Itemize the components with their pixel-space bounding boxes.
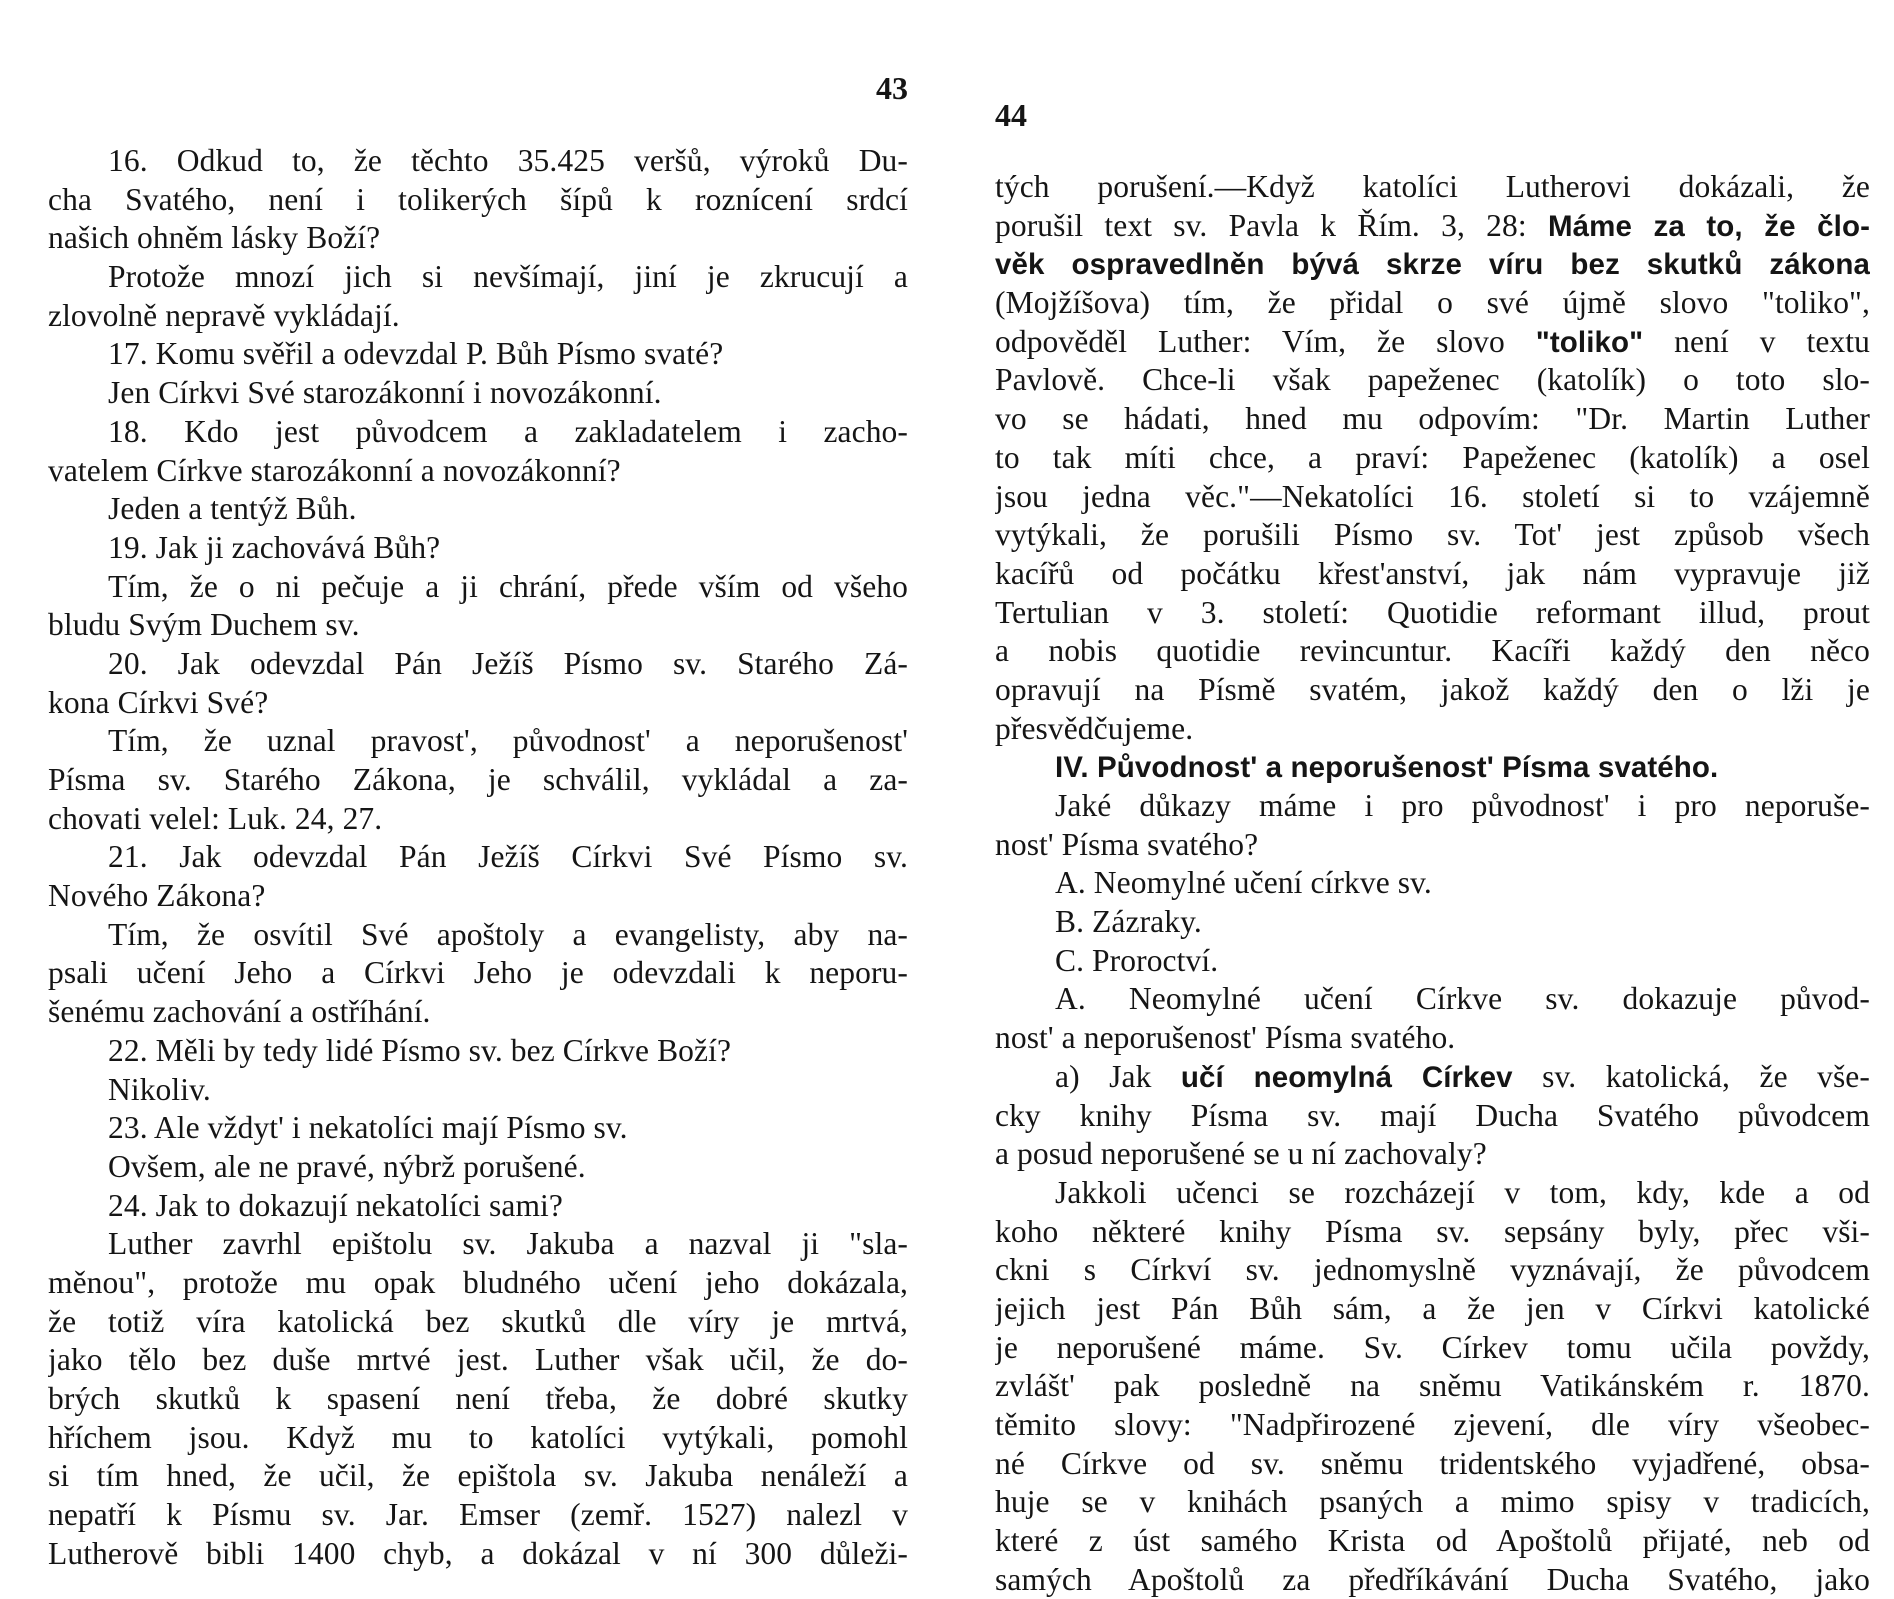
text-line [995,1406,1870,1445]
text-line [995,1445,1870,1484]
text-line [995,439,1870,478]
text-line: Luther zavrhl epištolu sv. Jakuba a nazval ji "sla- [108,1226,908,1262]
text-line: Ovšem, ale ne pravé, nýbrž porušené. [108,1148,586,1184]
text-segment: těmito slovy: "Nadpřirozené zjevení, dle víry všeobec- [995,1407,1870,1442]
text-segment: které z úst samého Krista od Apoštolů přijaté, neb od [995,1523,1870,1559]
text-line: 22. Měli by tedy lidé Písmo sv. bez Církve Boží? [108,1032,732,1068]
text-line [995,1522,1870,1561]
text-line: kona Církvi Své? [48,684,269,720]
text-line: šenému zachování a ostříhání. [48,994,431,1030]
text-line: 18. Kdo jest původcem a zakladatelem i zacho- [108,413,908,449]
text-segment: Pavlově. Chce-li však papeženec (katolík) o toto slo- [995,362,1870,398]
text-line: bludu Svým Duchem sv. [48,607,360,643]
text-line [995,323,1870,362]
text-segment: Jakkoli učenci se rozcházejí v tom, kdy, kde a od [1055,1174,1870,1210]
text-segment: huje se v knihách psaných a mimo spisy v tradicích, [995,1484,1870,1520]
left-page-number: 43 [876,70,908,106]
text-line [995,1290,1870,1329]
text-segment: opravují na Písmě svatém, jakož každý den o lži je [995,671,1870,707]
text-line [995,1135,1870,1174]
text-line [995,555,1870,594]
text-segment: odpověděl Luther: Vím, že slovo [995,323,1536,359]
text-line: Protože mnozí jich si nevšímají, jiní je zkrucují a [108,259,908,295]
text-line [995,361,1870,400]
text-line: 17. Komu svěřil a odevzdal P. Bůh Písmo svaté? [108,336,724,372]
text-line: 19. Jak ji zachovává Bůh? [108,529,441,565]
text-line [995,864,1870,903]
text-line: jako tělo bez duše mrtvé jest. Luther však učil, že do- [48,1342,908,1378]
text-line [995,942,1870,981]
right-page-number: 44 [995,97,1027,133]
text-line: hříchem jsou. Když mu to katolíci vytýkali, pomohl [48,1419,908,1455]
text-line: nepatří k Písmu sv. Jar. Emser (zemř. 1527) nalezl v [48,1497,908,1533]
text-line [995,903,1870,942]
text-line: našich ohněm lásky Boží? [48,220,381,256]
text-line: Jeden a tentýž Bůh. [108,491,357,527]
text-segment: A. Neomylné učení Církve sv. dokazuje původ- [1055,981,1870,1017]
text-line: 23. Ale vždyt' i nekatolíci mají Písmo sv. [108,1110,628,1146]
text-line [995,826,1870,865]
text-line: vatelem Církve starozákonní a novozákonní? [48,452,621,488]
text-line: Jen Církvi Své starozákonní i novozákonní. [108,375,662,411]
text-line [995,787,1870,826]
text-line: psali učení Jeho a Církvi Jeho je odevzdali k neporu- [48,955,908,991]
text-line: Lutherově bibli 1400 chyb, a dokázal v ní 300 důleži- [48,1535,908,1571]
text-line: Nového Zákona? [48,878,266,914]
bold-text-segment: "toliko" [1535,325,1644,359]
text-segment: ckni s Církví sv. jednomyslně vyznávají, že původcem [995,1252,1870,1288]
text-line [995,1174,1870,1213]
text-line [995,1058,1870,1097]
text-line: Tím, že o ni pečuje a ji chrání, přede vším od všeho [108,568,908,604]
bold-text-segment: věk ospravedlněn bývá skrze víru bez skutků zákona [995,248,1870,282]
text-segment: né Církve od sv. sněmu tridentského vyjadřené, obsa- [995,1445,1870,1481]
text-segment: B. Zázraky. [1055,904,1202,940]
text-line [995,1097,1870,1136]
text-line [995,671,1870,710]
right-page [995,0,1870,1597]
text-segment: je neporušené máme. Sv. Církev tomu učila povždy, [995,1329,1870,1365]
text-segment: zvlášt' pak posledně na sněmu Vatikánském r. 1870. [995,1368,1870,1404]
text-line [995,632,1870,671]
text-segment: kacířů od počátku křest'anství, jak nám vypravuje již [995,555,1870,591]
text-segment: jsou jedna věc."—Nekatolíci 16. století si to vzájemně [995,478,1870,514]
text-line: chovati velel: Luk. 24, 27. [48,800,383,836]
text-segment: porušil text sv. Pavla k Řím. 3, 28: [995,207,1548,243]
text-line [995,284,1870,323]
text-line [995,748,1870,787]
text-segment: (Mojžíšova) tím, že přidal o své újmě slovo "toliko", [995,285,1870,321]
text-line: zlovolně nepravě vykládají. [48,297,400,333]
text-line: měnou", protože mu opak bludného učení jeho dokázala, [48,1264,908,1300]
text-segment: nost' a neporušenost' Písma svatého. [995,1020,1456,1056]
bold-text-segment: učí neomylná Církev [1180,1060,1513,1094]
text-line [995,516,1870,555]
text-segment: není v textu [1643,323,1870,359]
text-segment: Jaké důkazy máme i pro původnost' i pro neporuše- [1055,788,1870,823]
text-line [995,1329,1870,1368]
text-line [995,710,1870,749]
bold-text-segment: IV. Původnost' a neporušenost' Písma svatého. [1055,751,1719,785]
text-line [995,594,1870,633]
text-line [995,1483,1870,1522]
text-line: cha Svatého, není i tolikerých šípů k roznícení srdcí [48,181,908,217]
text-segment: jejich jest Pán Bůh sám, a že jen v Církvi katolické [995,1290,1870,1326]
text-line: 20. Jak odevzdal Pán Ježíš Písmo sv. Starého Zá- [108,645,908,681]
text-segment: a) Jak [1055,1058,1181,1094]
text-line: Písma sv. Starého Zákona, je schválil, vykládal a za- [48,762,908,797]
text-segment: C. Proroctví. [1055,942,1219,978]
text-segment: a nobis quotidie revincuntur. Kacíři každý den něco [995,633,1870,669]
text-line [995,1251,1870,1290]
text-segment: A. Neomylné učení církve sv. [1055,865,1432,901]
text-segment: Tertulian v 3. století: Quotidie reformant illud, prout [995,594,1870,630]
bold-text-segment: Máme za to, že člo- [1547,209,1870,243]
left-page [48,0,908,1571]
right-page-text [995,168,1870,1599]
left-page-text [48,142,908,1573]
text-line [995,207,1870,246]
text-line: 24. Jak to dokazují nekatolíci sami? [108,1187,563,1223]
text-line [995,400,1870,439]
text-line: 16. Odkud to, že těchto 35.425 veršů, výroků Du- [108,143,908,178]
text-line: brých skutků k spasení není třeba, že dobré skutky [48,1381,908,1416]
text-line: Tím, že osvítil Své apoštoly a evangelisty, aby na- [108,916,908,952]
text-line [995,1019,1870,1058]
text-line [995,245,1870,284]
text-segment: vytýkali, že porušili Písmo sv. Tot' jest způsob všech [995,517,1870,553]
text-segment: to tak míti chce, a praví: Papeženec (katolík) a osel [995,439,1870,475]
text-segment: vo se hádati, hned mu odpovím: "Dr. Martin Luther [995,401,1870,437]
text-line [995,980,1870,1019]
text-line: Tím, že uznal pravost', původnost' a neporušenost' [108,723,908,759]
text-line [995,1367,1870,1406]
text-line: Nikoliv. [108,1071,211,1107]
text-line [995,168,1870,207]
text-line: že totiž víra katolická bez skutků dle víry je mrtvá, [48,1303,908,1339]
text-line: si tím hned, že učil, že epištola sv. Jakuba nenáleží a [48,1458,908,1494]
text-segment: přesvědčujeme. [995,710,1194,746]
text-line [995,478,1870,517]
text-line [995,1213,1870,1252]
text-segment: samých Apoštolů za předříkávání Ducha Svatého, jako [995,1561,1870,1597]
text-segment: koho některé knihy Písma sv. sepsány byly, přec vši- [995,1213,1870,1249]
text-segment: sv. katolická, že vše- [1512,1058,1870,1094]
text-segment: a posud neporušené se u ní zachovaly? [995,1136,1487,1172]
text-segment: nost' Písma svatého? [995,826,1259,862]
text-line [995,1561,1870,1599]
text-segment: tých porušení.—Když katolíci Lutherovi dokázali, že [995,169,1870,204]
text-segment: cky knihy Písma sv. mají Ducha Svatého původcem [995,1097,1870,1133]
text-line: 21. Jak odevzdal Pán Ježíš Církvi Své Písmo sv. [108,839,908,875]
